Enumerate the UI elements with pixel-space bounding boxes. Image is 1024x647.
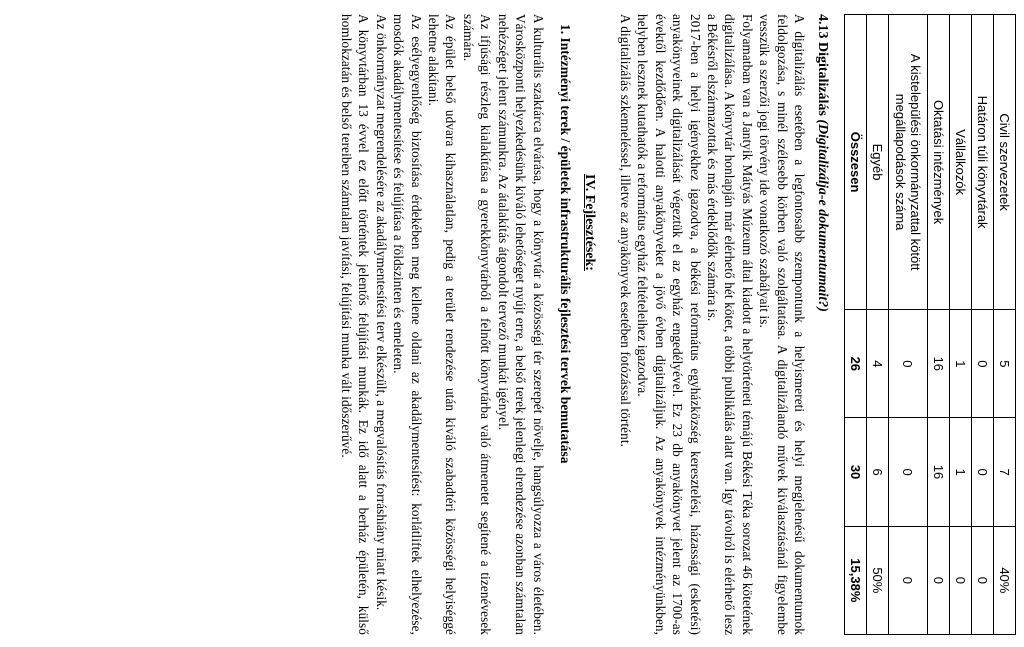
subsection-heading: 1. Intézményi terek / épületek infrastrukturális fejlesztési tervek bemutatása [557,24,573,464]
table-cell-percent: 0 [950,526,972,634]
table-cell-value: 5 [994,310,1016,418]
table-cell-value: 0 [889,418,928,526]
table-cell-value: 0 [972,418,994,526]
table-cell-percent: 0 [972,526,994,634]
section-number-title: 4.13 Digitalizálás [815,14,830,116]
table-cell-label: Oktatási intézmények [928,15,950,310]
table-cell-value: 16 [928,310,950,418]
table-cell-percent: 0 [889,526,928,634]
table-cell-label: A kistelepülési önkormányzattal kötött megállapodások száma [889,15,928,310]
paragraph: 2017-ben a helyi igényekhez igazodva, a békési református egyházközség keresztelési, házassági (esketési) anyakönyveinek digitalizálását végeztük el az egyház engedélyével. Ez 23 db anyakönyvet jelent az 1700-as évektől kezdődően. A halotti anyakönyveket a jövő évben digitalizáljuk. Az anyakönyvek intézményünkben, helyben lesznek kutathatók a református egyház feltételeihez igazodva. [635,14,703,635]
statistics-table-body [845,15,1016,635]
paragraph: A könyvtárban 13 évvel ez előtt történtek jelentős felújítási munkák. Ez idő alatt a berház épületén, külső homlokzatán és belső tereiben számtalan javítási, felújítási munka vált időszerűvé. [339,14,372,635]
paragraph: A digitalizálás szkenneléssel, illetve az anyakönyvek esetében fotózással történt. [617,14,633,447]
paragraph: Folyamatban van a Jantyik Mátyás Múzeum által kiadott a helytörténeti témájú Békési Téka sorozat 46 kötetének digitalizálása. A könyvtár honlapján már elérhető hét kötet, a többi publikálás alatt van. Így távolról is elérhető lesz a Békésről elszármazottak és más érdeklődők számára is. [704,14,755,635]
section-subtitle: (Digitalizálja-e dokumentumait?) [815,119,830,312]
table-total-row [845,15,867,635]
table-cell-value: 7 [994,418,1016,526]
statistics-table [844,14,1016,635]
paragraph: A kulturális szaktárca elvárása, hogy a könyvtár a közösségi tér szerepét növelje, hangsúlyozza a város életében. Városközponti helyezkedésünk kiváló lehetőséget nyújt erre, a belső terek jelenlegi elrendezése azonban számtalan nehézséget jelent számunkra. Az átalakítás átgondolt tervező munkát igényel. [495,14,546,635]
table-row [889,15,928,635]
table-row [928,15,950,635]
table-cell-percent: 0 [928,526,950,634]
paragraph: Az önkormányzat megrendelésére az akadálymentesítési terv elkészült, a megvalósítás forráshiány miatt késik. [373,14,389,611]
table-cell-value: 6 [867,418,889,526]
paragraph: Az épület belső udvara kihasználatlan, pedig a terület rendezése után kiváló szabadtéri közösségi helyiséggé lehetne alakítani. [426,14,459,635]
section-heading [814,14,830,635]
table-cell-percent: 40% [994,526,1016,634]
table-row [950,15,972,635]
paragraph: Az ifjúsági részleg kialakítása a gyerekkönyvtárból a felnőtt könyvtárba való átmenetet segítené a tizenévesek számára. [460,14,494,635]
table-cell-value: 4 [867,310,889,418]
paragraph: Az esélyegyenlőség biztosítása érdekében meg kellene oldani az akadálymentesítést: korlátliftek elhelyezése, mosdók akadálymentesítése és felújítása a földszinten és emeleten. [391,14,424,635]
table-cell-value: 16 [928,418,950,526]
table-cell-value: 1 [950,310,972,418]
table-cell-label: Összesen [845,15,867,310]
table-cell-label: Vállalkozók [950,15,972,310]
table-cell-label: Civil szervezetek [994,15,1016,310]
table-row [867,15,889,635]
table-cell-value: 26 [845,310,867,418]
table-cell-label: Egyéb [867,15,889,310]
table-row [994,15,1016,635]
table-cell-value: 0 [889,310,928,418]
paragraph: A digitalizálás esetében a legfontosabb szempontunk a helyismereti és helyi megjelenésű dokumentumok feldolgozása, s minél szélesebb körben való szolgáltatása. A digitalizálandó művek kiválasztásánál figyelembe vesszük a szerzői jogi törvény ide vonatkozó szabályait is. [757,14,807,635]
table-cell-value: 1 [950,418,972,526]
table-cell-value: 30 [845,418,867,526]
table-cell-percent: 15,38% [845,526,867,634]
table-cell-percent: 50% [867,526,889,634]
table-row [972,15,994,635]
chapter-heading: IV. Fejlesztések: [581,174,597,271]
table-cell-label: Határon túli könyvtárak [972,15,994,310]
table-cell-value: 0 [972,310,994,418]
